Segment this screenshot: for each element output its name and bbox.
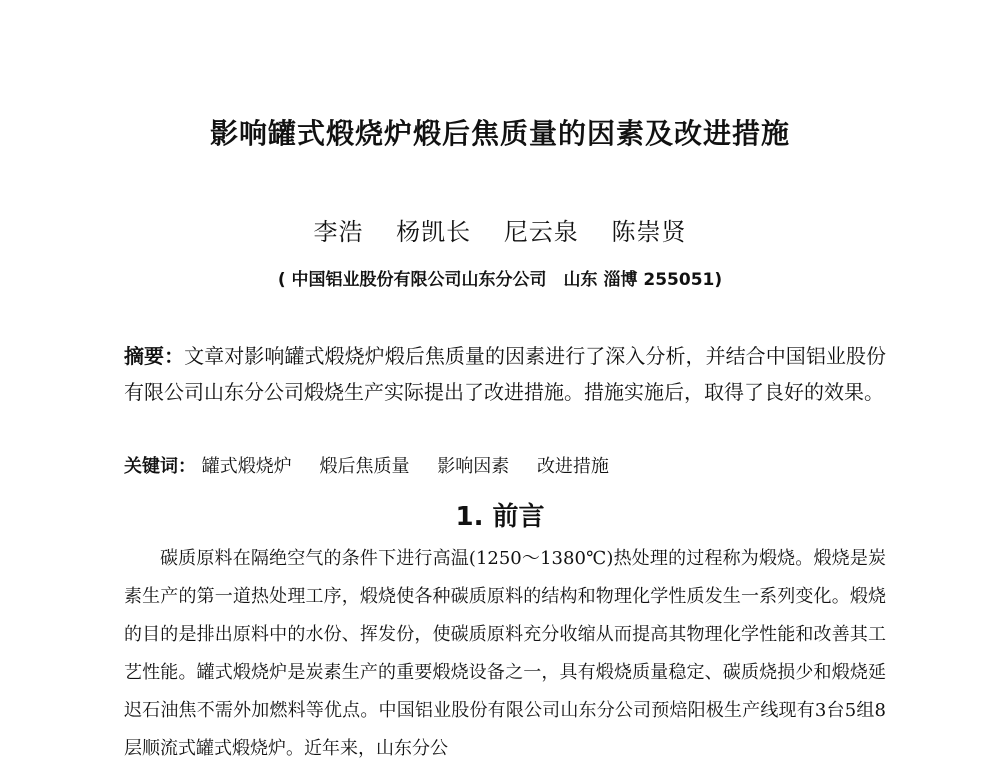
keyword: 影响因素 — [437, 456, 510, 477]
author-list — [0, 212, 1000, 247]
author-name: 李浩 — [313, 218, 364, 246]
section-heading: 1. 前言 — [455, 502, 545, 532]
body-text — [124, 540, 886, 768]
abstract-label: 摘要： — [124, 344, 185, 368]
body-paragraph: 碳质原料在隔绝空气的条件下进行高温(1250～1380℃)热处理的过程称为煅烧。煅烧是炭素生产的第一道热处理工序，煅烧使各种碳质原料的结构和物理化学性质发生一系列变化。煅烧的目的是排出原料中的水份、挥发份，使碳质原料充分收缩从而提高其物理化学性能和改善其工艺性能。罐式煅烧炉是炭素生产的重要煅烧设备之一，具有煅烧质量稳定、碳质烧损少和煅烧延迟石油焦不需外加燃料等优点。中国铝业股份有限公司山东分公司预焙阳极生产线现有3台5组8层顺流式罐式煅烧炉。近年来，山东分公 — [124, 548, 886, 759]
paper-title: 影响罐式煅烧炉煅后焦质量的因素及改进措施 — [209, 117, 790, 150]
keyword: 改进措施 — [536, 456, 609, 477]
affiliation: ( 中国铝业股份有限公司山东分公司 山东 淄博 255051) — [277, 270, 723, 290]
abstract-text: 文章对影响罐式煅烧炉煅后焦质量的因素进行了深入分析，并结合中国铝业股份有限公司山东分公司煅烧生产实际提出了改进措施。措施实施后，取得了良好的效果。 — [124, 344, 887, 404]
keywords — [124, 452, 886, 482]
keyword: 罐式煅烧炉 — [201, 456, 292, 477]
author-name: 陈崇贤 — [611, 218, 687, 246]
keywords-label: 关键词： — [124, 456, 196, 477]
author-name: 杨凯长 — [396, 218, 472, 246]
keyword: 煅后焦质量 — [319, 456, 410, 477]
abstract — [124, 338, 886, 410]
author-name: 尼云泉 — [503, 218, 579, 246]
